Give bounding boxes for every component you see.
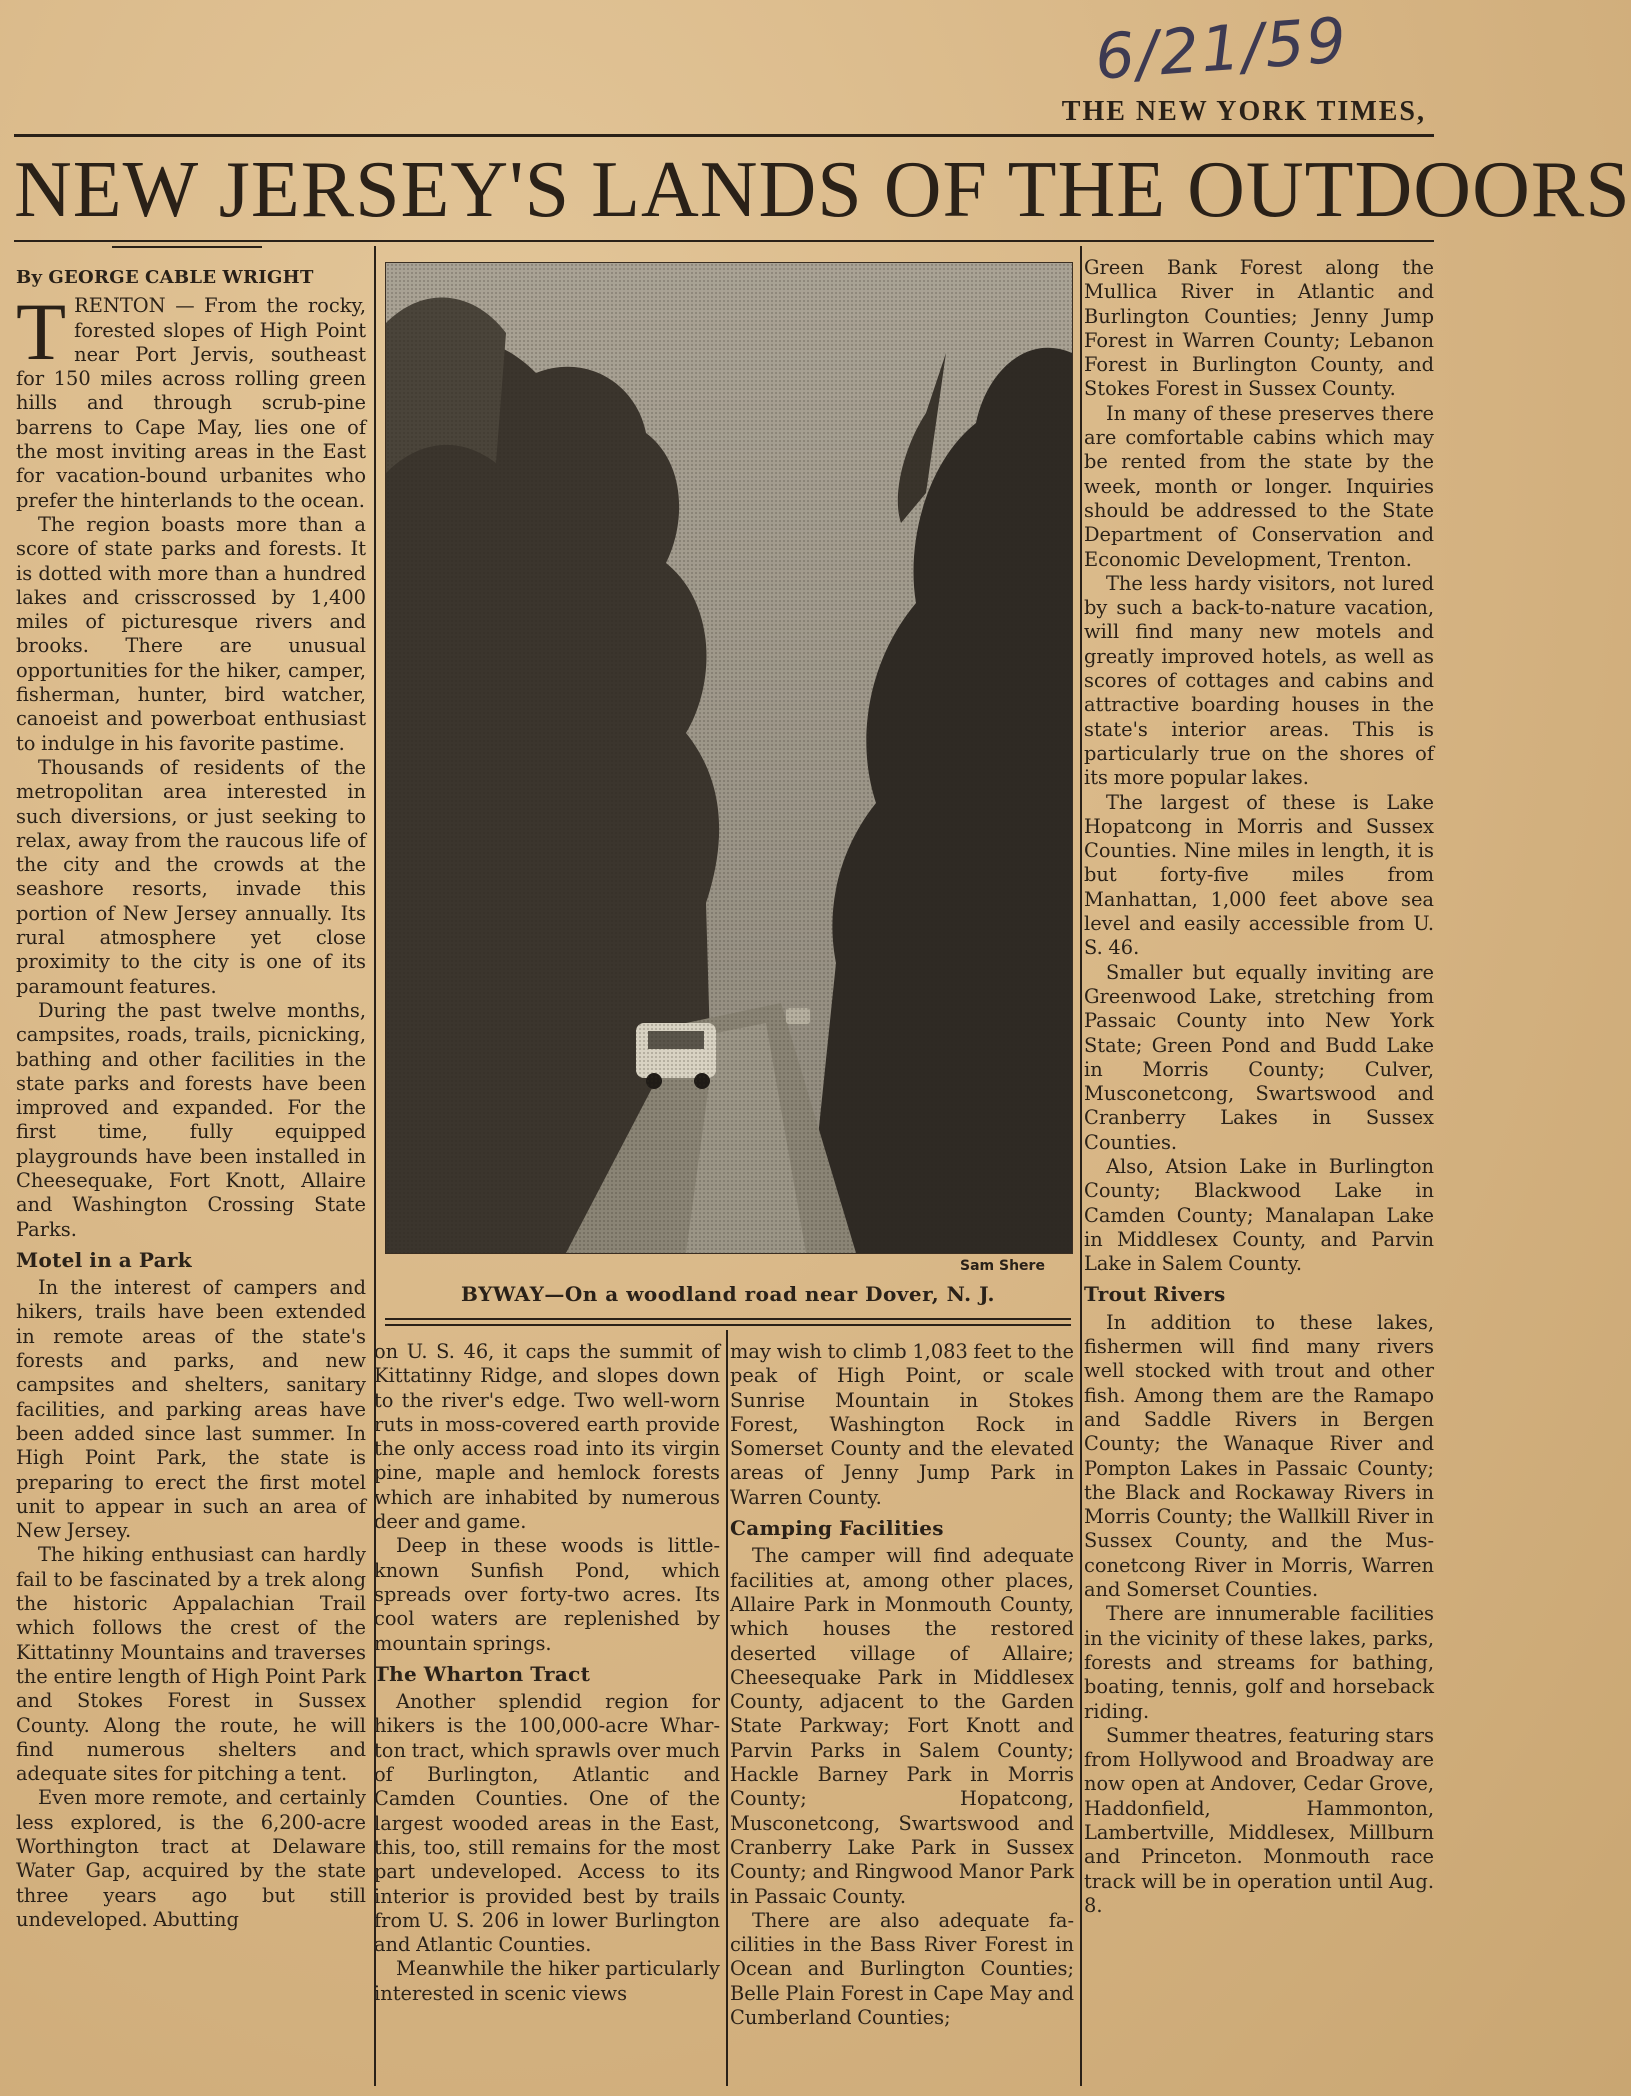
paragraph: The hiking enthusiast can hardly fail to be fascinated by a trek along the historic Appalachian Trail which follows the crest of the Kittatinny Mountains and traverses the entire length of High Point Park and Stokes Forest in Sussex County. Along the route, he will find numerous shelters and adequate sites for pitching a tent. [16,1543,366,1786]
paragraph: Thousands of residents of the metropolitan area interested in such diversions, or just seeking to relax, away from the raucous life of the city and the crowds at the seashore resorts, invade this portion of New Jersey annually. Its rural atmosphere yet close proximity to the city is one of its paramount features. [16,755,366,998]
paragraph: The camper will find adequate facilities at, among other places, Allaire Park in Monmouth County, which houses the restored deserted village of Allaire; Cheesequake Park in Middlesex County, adjacent to the Garden State Parkway; Fort Knott and Parvin Parks in Salem County; Hackle Barney Park in Morris County; Hopatcong, Musconetcong, Swartswood and Cranberry Lake Park in Sussex County; and Ringwood Manor Park in Passaic County. [730,1544,1074,1908]
paragraph: Even more remote, and certainly less explored, is the 6,200-acre Worthington tract at Delaware Water Gap, acquired by the state three years ago but still undeveloped. Abutting [16,1786,366,1931]
subhead-camping-facilities: Camping Facilities [730,1516,944,1541]
paragraph: may wish to climb 1,083 feet to the peak of High Point, or scale Sunrise Mountain in Stokes Forest, Washington Rock in Somerset County and the elevated areas of Jenny Jump Park in Warren County. [730,1340,1074,1509]
top-rule [14,134,1434,137]
paragraph: Smaller but equally inviting are Greenwood Lake, stretching from Passaic County into New York State; Green Pond and Budd Lake in Morris County; Culver, Musconetcong, Swartswood and Cranberry Lakes in Sussex Counties. [1084,960,1434,1154]
byline: By GEORGE CABLE WRIGHT [16,267,314,288]
article-column-3 [730,1340,1074,2030]
paragraph: The largest of these is Lake Hopatcong in Morris and Sussex Counties. Nine miles in length, it is but forty-five miles from Manhattan, 1,000 feet above sea level and easily accessible from U. S. 46. [1084,790,1434,960]
dropcap: T [16,286,67,378]
paragraph: Deep in these woods is little-known Sunfish Pond, which spreads over forty-two acres. Its cool waters are replenished by mountain springs. [374,1534,720,1655]
byline-rule [112,246,262,248]
article-column-1 [16,266,366,1932]
subhead-wharton-tract: The Wharton Tract [374,1661,591,1686]
caption-rule [385,1318,1071,1320]
paragraph: Summer theatres, featuring stars from Hollywood and Broadway are now open at Andover, Cedar Grove, Haddonfield, Hammonton, Lambertville, Middlesex, Millburn and Princeton. Monmouth race track will be in operation until Aug. 8. [1084,1723,1434,1917]
subhead-motel-in-a-park: Motel in a Park [16,1247,192,1272]
article-column-2 [374,1340,720,2006]
photo-credit: Sam Shere [960,1258,1045,1274]
newspaper-name: THE NEW YORK TIMES, [1061,96,1426,127]
paragraph: In the interest of campers and hikers, trails have been extended in remote areas of the state's forests and parks, and new campsites and shelters, sanitary facilities, and parking areas have been added since last summer. In High Point Park, the state is preparing to erect the first motel unit to appear in such an area of New Jersey. [16,1276,366,1543]
paragraph: The less hardy visitors, not lured by such a back-to-nature vacation, will find many new motels and greatly improved hotels, as well as scores of cottages and cabins and attractive boarding houses in the state's interior areas. This is particularly true on the shores of its more popular lakes. [1084,571,1434,790]
headline-rule [14,240,1434,242]
paragraph: Another splendid region for hikers is the 100,000-acre Wharton tract, which sprawls over much of Burlington, Atlantic and Camden Counties. One of the largest wooded areas in the East, this, too, still remains for the most part undeveloped. Access to its interior is provided best by trails from U. S. 206 in lower Burlington and Atlantic Counties. [374,1690,720,1957]
headline: NEW JERSEY'S LANDS OF THE OUTDOORS [14,146,1631,234]
paragraph: Meanwhile the hiker particularly interested in scenic views [374,1957,720,2005]
caption-rule [385,1324,1071,1326]
paragraph: There are innumerable facilities in the vicinity of these lakes, parks, forests and streams for bathing, boating, tennis, golf and horseback riding. [1084,1602,1434,1723]
column-rule [1080,246,1082,2086]
paragraph: Also, Atsion Lake in Burlington County; Blackwood Lake in Camden County; Manalapan Lake in Middlesex County, and Parvin Lake in Salem County. [1084,1154,1434,1276]
paragraph: Green Bank Forest along the Mullica River in Atlantic and Burlington Counties; Jenny Jump Forest in Warren County; Lebanon Forest in Burlington County, and Stokes Forest in Sussex County. [1084,256,1434,401]
paragraph: In addition to these lakes, fishermen will find many rivers well stocked with trout and other fish. Among them are the Ramapo and Saddle Rivers in Bergen County; the Wanaque River and Pompton Lakes in Passaic County; the Black and Rockaway Rivers in Morris County; the Wallkill River in Sussex County, and the Musconetcong River in Morris, Warren and Somerset Counties. [1084,1310,1434,1602]
lead-paragraph: TRENTON — From the rocky, forested slopes of High Point near Port Jervis, southeast for 150 miles across rolling green hills and through scrub-pine barrens to Cape May, lies one of the most inviting areas in the East for vacation-bound urbanites who prefer the hinterlands to the ocean. [16,286,366,512]
paragraph: During the past twelve months, campsites, roads, trails, picnicking, bathing and other facilities in the state parks and forests have been improved and expanded. For the first time, fully equipped playgrounds have been installed in Cheesequake, Fort Knott, Allaire and Washington Crossing State Parks. [16,998,366,1241]
paragraph: In many of these preserves there are comfortable cabins which may be rented from the state by the week, month or longer. Inquiries should be addressed to the State Department of Conservation and Economic Development, Trenton. [1084,401,1434,571]
photo-caption: BYWAY—On a woodland road near Dover, N. J. [461,1282,995,1306]
paragraph: The region boasts more than a score of state parks and forests. It is dotted with more than a hundred lakes and crisscrossed by 1,400 miles of picturesque rivers and brooks. There are unusual opportunities for the hiker, camper, fisherman, hunter, bird watcher, canoeist and powerboat enthusiast to indulge in his favorite pastime. [16,512,366,755]
handwritten-date: 6/21/59 [1092,3,1351,94]
woodland-road-photo [385,262,1073,1254]
subhead-trout-rivers: Trout Rivers [1084,1282,1226,1307]
article-column-4 [1084,256,1434,1918]
paragraph: on U. S. 46, it caps the summit of Kittatinny Ridge, and slopes down to the river's edge. Two well-worn ruts in moss-covered earth provide the only access road into its virgin pine, maple and hemlock forests which are inhabited by numerous deer and game. [374,1340,720,1534]
paragraph: There are also adequate facilities in the Bass River Forest in Ocean and Burlington Counties; Belle Plain Forest in Cape May and Cumberland Counties; [730,1908,1074,2030]
column-rule [726,1330,728,2086]
